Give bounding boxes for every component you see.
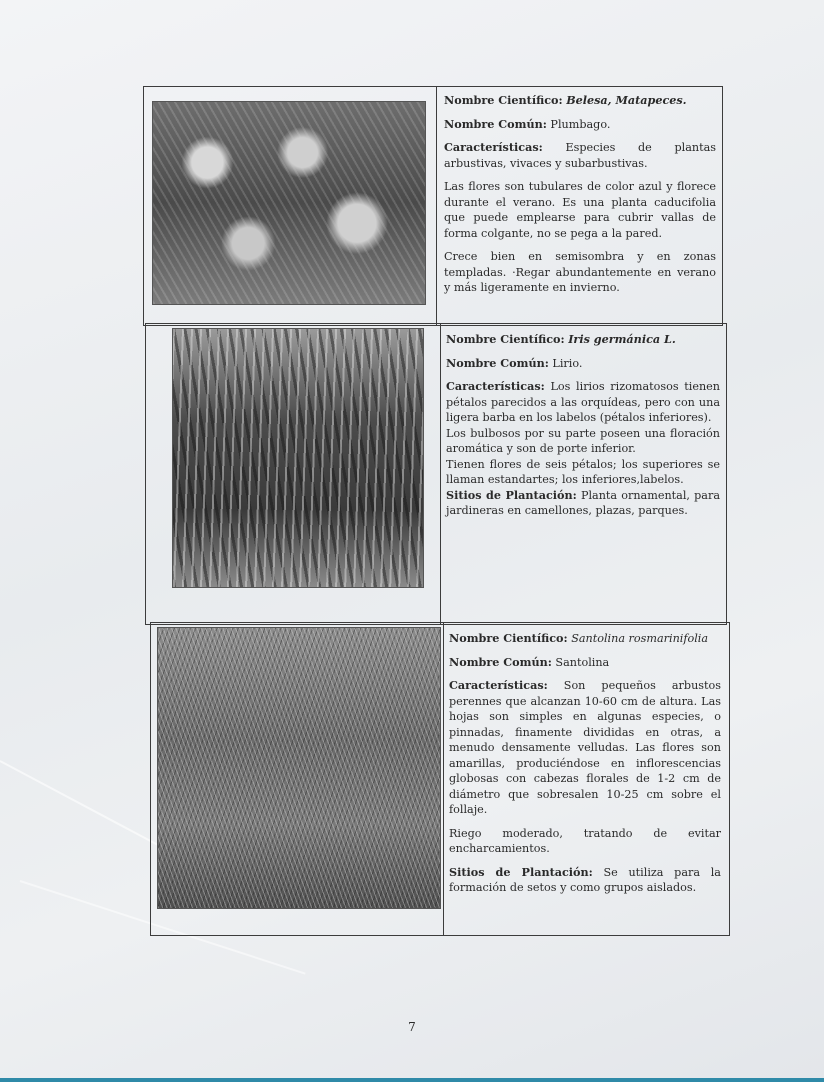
column-divider [443, 623, 444, 935]
common-name-label: Nombre Común: [446, 355, 549, 370]
plant-row-santolina [150, 622, 730, 936]
iris-photo [172, 328, 424, 588]
common-name-label: Nombre Común: [449, 654, 552, 669]
characteristics-text: Los lirios rizomatosos tienen pétalos parecidos a las orquídeas, pero con una ligera barba en los labelos (pétalos inferiores). [446, 380, 720, 424]
scan-edge-strip [0, 1078, 824, 1082]
plant-row-plumbago [143, 86, 723, 326]
scientific-name: Santolina rosmarinifolia [571, 632, 709, 645]
characteristics-label: Características: [449, 678, 548, 692]
description-paragraph: Los bulbosos por su parte poseen una floración aromática y son de porte inferior. [446, 426, 720, 455]
description-paragraph: Las flores son tubulares de color azul y florece durante el verano. Es una planta caducifolia que puede emplearse para cubrir vallas de forma colgante, no se pega a la pared. [444, 180, 716, 240]
common-name: Lirio. [552, 356, 583, 370]
scientific-name-label: Nombre Científico: [444, 93, 563, 107]
planting-sites-label: Sitios de Plantación: [446, 487, 577, 502]
planting-sites-text: Planta ornamental, para jardineras en camellones, plazas, parques. [446, 488, 720, 517]
page-number: 7 [408, 1020, 416, 1034]
plumbago-description [444, 93, 716, 296]
scientific-name-label: Nombre Científico: [449, 631, 568, 645]
santolina-description [449, 631, 721, 896]
scientific-name: Belesa, Matapeces. [566, 93, 687, 107]
petals-paragraph: Tienen flores de seis pétalos; los superiores se llaman estandartes; los inferiores,labelos. [446, 457, 720, 486]
characteristics-text: Especies de plantas arbustivas, vivaces y subarbustivas. [444, 141, 716, 170]
column-divider [440, 324, 441, 624]
scientific-name-label: Nombre Científico: [446, 332, 565, 346]
common-name: Santolina [555, 655, 610, 669]
scientific-name: Iris germánica L. [568, 332, 676, 346]
common-name-label: Nombre Común: [444, 116, 547, 131]
care-paragraph: Crece bien en semisombra y en zonas templadas. ·Regar abundantemente en verano y más ligeramente en invierno. [444, 250, 716, 294]
plumbago-photo [152, 101, 426, 305]
characteristics-label: Características: [444, 140, 543, 154]
iris-description [446, 332, 720, 519]
characteristics-label: Características: [446, 379, 545, 393]
watering-paragraph: Riego moderado, tratando de evitar encharcamientos. [449, 826, 721, 855]
column-divider [436, 87, 437, 325]
planting-sites-text: Se utiliza para la formación de setos y como grupos aislados. [449, 865, 721, 894]
plant-row-iris [145, 323, 727, 625]
santolina-photo [157, 627, 441, 909]
common-name: Plumbago. [550, 117, 611, 131]
planting-sites-label: Sitios de Plantación: [449, 864, 593, 879]
characteristics-text: Son pequeños arbustos perennes que alcanzan 10-60 cm de altura. Las hojas son simples en algunas especies, o pinnadas, finamente divididas en otras, a menudo densamente velludas. Las flores son amarillas, produciéndose en inflorescencias globosas con cabezas florales de 1-2 cm de diámetro que sobresalen 10-25 cm sobre el follaje. [449, 679, 721, 816]
